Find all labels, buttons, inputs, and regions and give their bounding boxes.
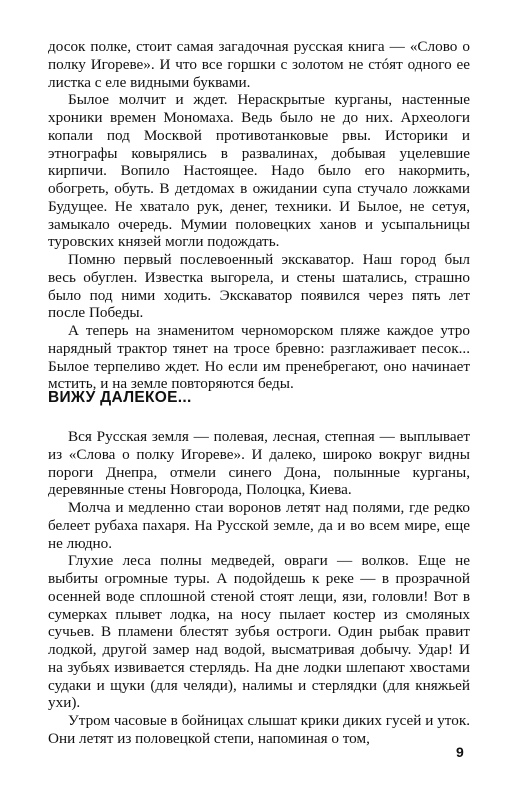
text-section-top [48, 38, 470, 393]
paragraph: Утром часовые в бойницах слышат крики диких гусей и уток. Они летят из половецкой степи, напоминая о том, [48, 712, 470, 747]
paragraph: Вся Русская земля — полевая, лесная, степная — выплывает из «Слова о полку Игореве». И далеко, широко вокруг видны пороги Днепра, отмели синего Дона, полынные курганы, деревянные стены Новгорода, Полоцка, Киева. [48, 428, 470, 499]
paragraph: досок полке, стоит самая загадочная русская книга — «Слово о полку Игореве». И что все горшки с золотом не стóят одного ее листка с еле видными буквами. [48, 38, 470, 91]
paragraph: Былое молчит и ждет. Нераскрытые курганы, настенные хроники времен Мономаха. Ведь было не до них. Археологи копали под Москвой противотанковые рвы. Историки и этнографы ковырялись в развалинах, добывая уцелевшие кирпичи. Вопило Настоящее. Надо было его накормить, обогреть, обуть. В детдомах в ожидании супа стучало ложками Будущее. Не хватало рук, денег, техники. И Былое, не сетуя, замыкало очередь. Мумии половецких ханов и усыпальницы туровских князей могли подождать. [48, 91, 470, 251]
paragraph: Помню первый послевоенный экскаватор. Наш город был весь обуглен. Известка выгорела, и стены шатались, страшно было под ними ходить. Экскаватор появился через пять лет после Победы. [48, 251, 470, 322]
section-heading: ВИЖУ ДАЛЕКОЕ... [48, 389, 192, 406]
paragraph: А теперь на знаменитом черноморском пляже каждое утро нарядный трактор тянет на тросе бревно: разглаживает песок... Былое терпеливо ждет. Но если им пренебрегают, оно начинает мстить, и на земле повторяются беды. [48, 322, 470, 393]
text-section-bottom [48, 428, 470, 748]
page-number: 9 [456, 744, 464, 760]
paragraph: Глухие леса полны медведей, овраги — волков. Еще не выбиты огромные туры. А подойдешь к реке — в прозрачной осенней воде сплошной стеной стоят лещи, язи, головли! Вот в сумерках плывет лодка, на носу пылает костер из смоляных сучьев. В пламени блестят зубья остроги. Один рыбак правит лодкой, другой замер над водой, высматривая добычу. Удар! И на зубьях извивается стерлядь. На дне лодки шлепают хвостами судаки и щуки (для челяди), налимы и стерлядки (для княжьей ухи). [48, 552, 470, 712]
paragraph: Молча и медленно стаи воронов летят над полями, где редко белеет рубаха пахаря. На Русской земле, да и во всем мире, еще не людно. [48, 499, 470, 552]
